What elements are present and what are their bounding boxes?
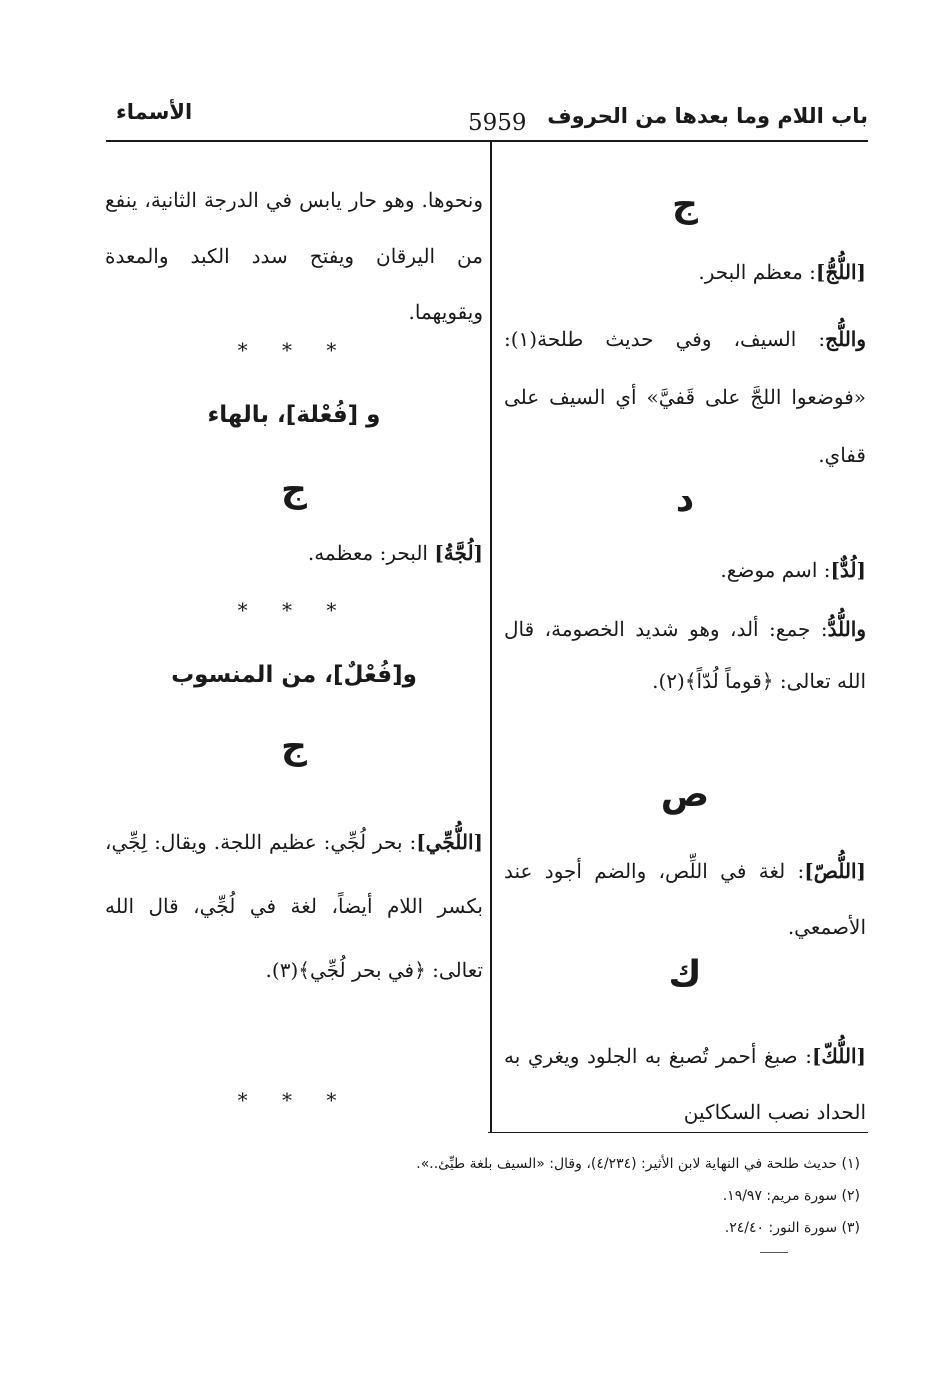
letter-heading-dal: د xyxy=(675,479,695,520)
footnote-end-rule xyxy=(760,1252,788,1253)
entry-headword: [اللُّصّ] xyxy=(804,859,866,883)
letter-heading-jim: ج xyxy=(281,469,307,510)
entry-definition: : معظم البحر. xyxy=(698,260,816,284)
entry-headword: واللُّج xyxy=(825,327,866,351)
entry-definition: : اسم موضع. xyxy=(720,558,831,582)
entry-lujj xyxy=(504,257,866,287)
entry-headword: [اللُّجُّ] xyxy=(815,260,866,284)
page-header xyxy=(108,98,868,140)
chapter-title: باب اللام وما بعدها من الحروف xyxy=(547,104,868,128)
section-heading-fulah: و [فُعْلة]، بالهاء xyxy=(207,402,381,428)
entry-lujji xyxy=(105,810,483,1002)
entry-definition: البحر: معظمه. xyxy=(307,541,435,565)
entry-ludd xyxy=(504,555,866,585)
footnote-2: (٢) سورة مريم: ١٩/٩٧. xyxy=(722,1188,860,1204)
entry-luss xyxy=(504,843,866,955)
entry-definition: : لغة في اللِّص، والضم أجود عند الأصمعي. xyxy=(504,859,866,939)
footnote-3: (٣) سورة النور: ٢٤/٤٠. xyxy=(724,1220,860,1236)
continuation-paragraph: ونحوها. وهو حار يابس في الدرجة الثانية، ينفع من اليرقان ويفتح سدد الكبد والمعدة ويقويهما. xyxy=(105,188,483,324)
entry-lujjah xyxy=(105,538,483,568)
entry-definition: : بحر لُجِّي: عظيم اللجة. ويقال: لِجِّي، بكسر اللام أيضاً، لغة في لُجِّي، قال الله تعالى: ﴿في بحر لُجِّي﴾(٣). xyxy=(105,830,483,982)
header-rule xyxy=(106,140,868,142)
entry-lujj-sword xyxy=(504,310,866,484)
letter-heading-jim: ج xyxy=(281,726,307,767)
letter-heading-kaf: ك xyxy=(668,954,702,995)
entry-headword: واللُّدُّ xyxy=(827,617,866,641)
entry-headword: [اللُّجِّي] xyxy=(416,830,483,854)
separator-stars: * * * xyxy=(237,338,351,362)
page-number: 5959 xyxy=(468,110,527,136)
entry-headword: [لُدٌّ] xyxy=(830,558,866,582)
entry-headword: [اللُّكّ] xyxy=(811,1044,866,1068)
separator-stars: * * * xyxy=(237,1088,351,1112)
entry-lukk xyxy=(504,1028,866,1140)
entry-ludd-plural xyxy=(504,603,866,707)
entry-definition: : صبغ أحمر تُصبغ به الجلود ويغري به الحداد نصب السكاكين xyxy=(504,1044,866,1124)
separator-stars: * * * xyxy=(237,598,351,622)
entry-headword: [لُجَّةُ] xyxy=(434,541,483,565)
letter-heading-sad: ص xyxy=(660,774,710,815)
entry-definition: : السيف، وفي حديث طلحة(١): «فوضعوا اللجَّ على قَفيَّ» أي السيف على قفاي. xyxy=(504,327,866,467)
footnote-1: (١) حديث طلحة في النهاية لابن الأثير: (٤/٢٣٤)، وقال: «السيف بلغة طيِّئ..». xyxy=(416,1156,860,1172)
entry-definition: : جمع: ألد، وهو شديد الخصومة، قال الله تعالى: ﴿قوماً لُدّاً﴾(٢). xyxy=(504,617,866,693)
column-divider xyxy=(490,142,492,1132)
footnotes xyxy=(240,1148,860,1244)
section-title: الأسماء xyxy=(116,100,193,124)
section-heading-fuli: و[فُعْلٌ]، من المنسوب xyxy=(171,662,417,688)
letter-heading-jim: ج xyxy=(672,184,698,225)
